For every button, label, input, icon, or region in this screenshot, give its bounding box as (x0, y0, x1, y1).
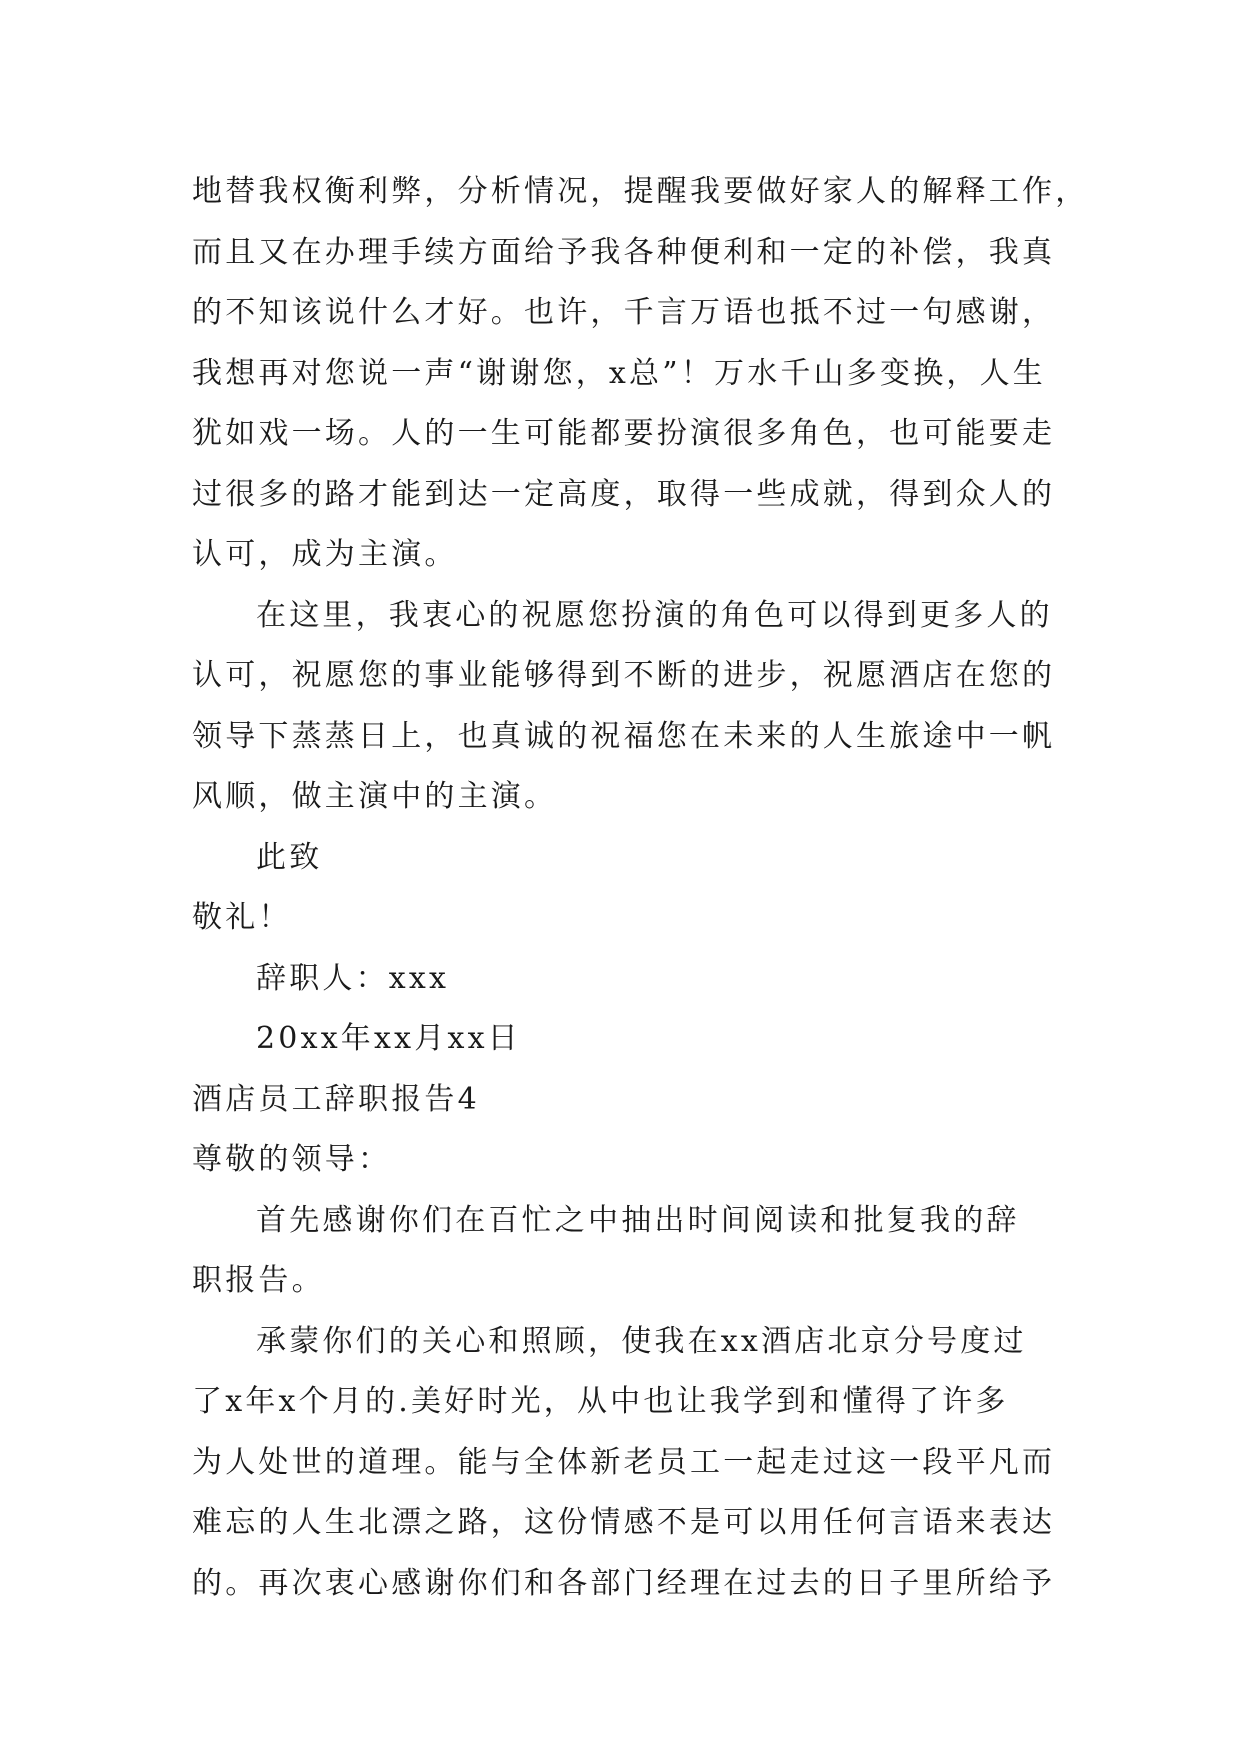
closing-salutation: 此致 (256, 839, 323, 875)
signature-name: 辞职人：xxx (256, 960, 450, 996)
paragraph-start-line: 承蒙你们的关心和照顾，使我在xx酒店北京分号度过 (256, 1323, 1027, 1359)
paragraph-start-line: 在这里，我衷心的祝愿您扮演的角色可以得到更多人的 (256, 597, 1053, 633)
text-line: 过很多的路才能到达一定高度，取得一些成就，得到众人的 (192, 476, 1056, 512)
text-line: 领导下蒸蒸日上，也真诚的祝福您在未来的人生旅途中一帆 (192, 718, 1056, 754)
section-title: 酒店员工辞职报告4 (192, 1081, 480, 1117)
text-line: 了x年x个月的.美好时光，从中也让我学到和懂得了许多 (192, 1384, 1009, 1419)
text-line: 认可，成为主演。 (192, 537, 458, 572)
closing-regards: 敬礼！ (192, 900, 292, 935)
text-line: 的不知该说什么才好。也许，千言万语也抵不过一句感谢， (192, 295, 1056, 330)
text-line: 难忘的人生北漂之路，这份情感不是可以用任何言语来表达 (192, 1505, 1056, 1540)
text-line: 认可，祝愿您的事业能够得到不断的进步，祝愿酒店在您的 (192, 658, 1056, 693)
text-line: 职报告。 (192, 1263, 325, 1298)
text-line: 为人处世的道理。能与全体新老员工一起走过这一段平凡而 (192, 1444, 1056, 1480)
greeting: 尊敬的领导： (192, 1142, 392, 1177)
text-line: 地替我权衡利弊，分析情况，提醒我要做好家人的解释工作， (192, 174, 1089, 209)
paragraph-start-line: 首先感谢你们在百忙之中抽出时间阅读和批复我的辞 (256, 1202, 1020, 1238)
text-line: 而且又在办理手续方面给予我各种便利和一定的补偿，我真 (192, 234, 1056, 270)
text-line: 的。再次衷心感谢你们和各部门经理在过去的日子里所给予 (192, 1565, 1056, 1601)
signature-date: 20xx年xx月xx日 (256, 1021, 521, 1056)
text-line: 风顺，做主演中的主演。 (192, 779, 558, 814)
text-line: 犹如戏一场。人的一生可能都要扮演很多角色，也可能要走 (192, 416, 1056, 451)
text-line: 我想再对您说一声“谢谢您，x总”！万水千山多变换，人生 (192, 355, 1046, 391)
document-body (192, 162, 1089, 1614)
